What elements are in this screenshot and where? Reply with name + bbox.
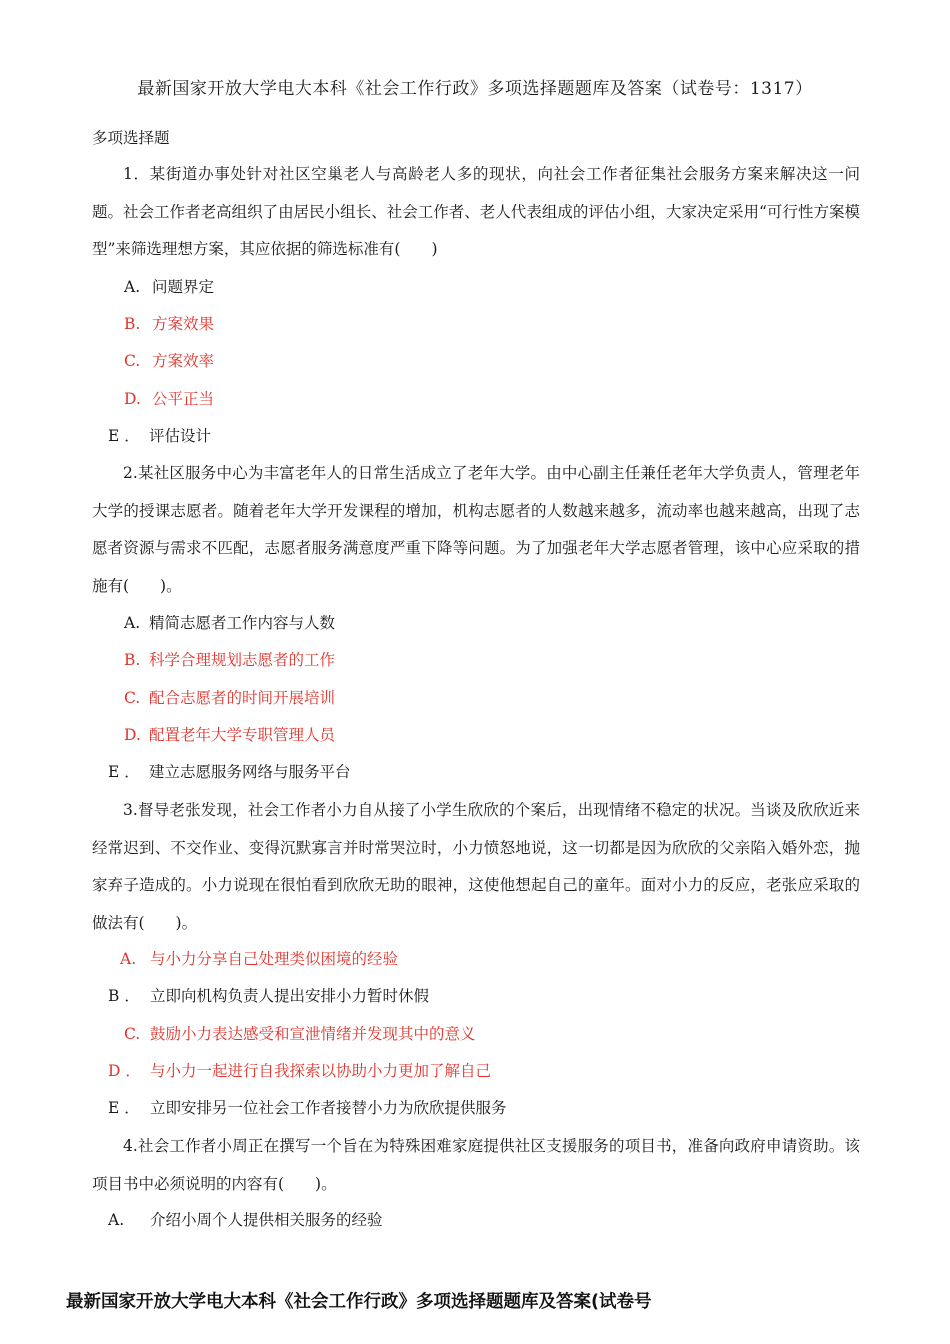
q3-option-b [108,986,429,1006]
option-text: 问题界定 [152,278,215,296]
option-text: 方案效率 [152,352,215,370]
question-1-stem: 1．某街道办事处针对社区空巢老人与高龄老人多的现状，向社会工作者征集社会服务方案来解决这一问题。社会工作者老高组织了由居民小组长、社会工作者、老人代表组成的评估小组，大家决定采用“可行性方案模型”来筛选理想方案，其应依据的筛选标准有( ) [92,165,860,258]
q1-option-b [124,314,214,334]
option-text: 精简志愿者工作内容与人数 [149,614,336,632]
q1-option-e [108,426,211,446]
option-letter: C. [124,689,141,707]
option-text: 方案效果 [152,315,215,333]
q2-option-e [108,762,351,782]
option-letter: A. [120,950,137,968]
option-letter: D. [124,390,141,408]
option-letter: C. [124,1025,141,1043]
option-text: 与小力分享自己处理类似困境的经验 [150,950,399,968]
option-letter: A. [108,1211,125,1229]
question-3-stem: 3.督导老张发现，社会工作者小力自从接了小学生欣欣的个案后，出现情绪不稳定的状况。当谈及欣欣近来经常迟到、不交作业、变得沉默寡言并时常哭泣时，小力愤怒地说，这一切都是因为欣欣的父亲陷入婚外恋，抛家弃子造成的。小力说现在很怕看到欣欣无助的眼神，这使他想起自己的童年。面对小力的反应，老张应采取的做法有( )。 [92,801,860,932]
page-title: 最新国家开放大学电大本科《社会工作行政》多项选择题题库及答案（试卷号：1317） [137,79,813,99]
option-letter: A. [124,614,141,632]
q3-option-d [108,1061,491,1081]
option-letter: E ． [108,1099,140,1117]
q1-option-c [124,351,214,371]
section-heading: 多项选择题 [92,129,170,147]
option-text: 鼓励小力表达感受和宣泄情绪并发现其中的意义 [150,1025,476,1043]
option-letter: A. [124,278,141,296]
option-text: 立即向机构负责人提出安排小力暂时休假 [150,987,430,1005]
option-letter: B. [124,651,141,669]
option-letter: D. [124,726,141,744]
q3-option-e [108,1098,507,1118]
question-4-stem: 4.社会工作者小周正在撰写一个旨在为特殊困难家庭提供社区支援服务的项目书，准备向政府申请资助。该项目书中必须说明的内容有( )。 [92,1137,860,1193]
q1-option-d [124,389,214,409]
option-text: 配置老年大学专职管理人员 [149,726,336,744]
option-text: 配合志愿者的时间开展培训 [149,689,336,707]
q2-option-b [124,650,335,670]
option-text: 建立志愿服务网络与服务平台 [149,763,351,781]
q2-option-a [124,613,335,633]
option-text: 公平正当 [152,390,215,408]
option-letter: B ． [108,987,140,1005]
q2-option-d [124,725,335,745]
option-text: 科学合理规划志愿者的工作 [149,651,336,669]
question-2-stem: 2.某社区服务中心为丰富老年人的日常生活成立了老年大学。由中心副主任兼任老年大学负责人，管理老年大学的授课志愿者。随着老年大学开发课程的增加，机构志愿者的人数越来越多，流动率也越来越高，出现了志愿者资源与需求不匹配，志愿者服务满意度严重下降等问题。为了加强老年大学志愿者管理，该中心应采取的措施有( )。 [92,464,860,595]
q1-option-a [124,277,214,297]
q4-option-a [108,1210,383,1230]
option-letter: E ． [108,763,140,781]
option-letter: C. [124,352,141,370]
option-text: 介绍小周个人提供相关服务的经验 [150,1211,383,1229]
option-text: 与小力一起进行自我探索以协助小力更加了解自己 [150,1062,492,1080]
option-text: 评估设计 [149,427,212,445]
option-letter: E ． [108,427,140,445]
option-letter: B. [124,315,141,333]
option-letter: D ． [108,1062,141,1080]
q3-option-c [124,1024,476,1044]
q2-option-c [124,688,335,708]
page-footer: 最新国家开放大学电大本科《社会工作行政》多项选择题题库及答案(试卷号 [66,1292,652,1312]
q3-option-a [120,949,398,969]
option-text: 立即安排另一位社会工作者接替小力为欣欣提供服务 [150,1099,507,1117]
